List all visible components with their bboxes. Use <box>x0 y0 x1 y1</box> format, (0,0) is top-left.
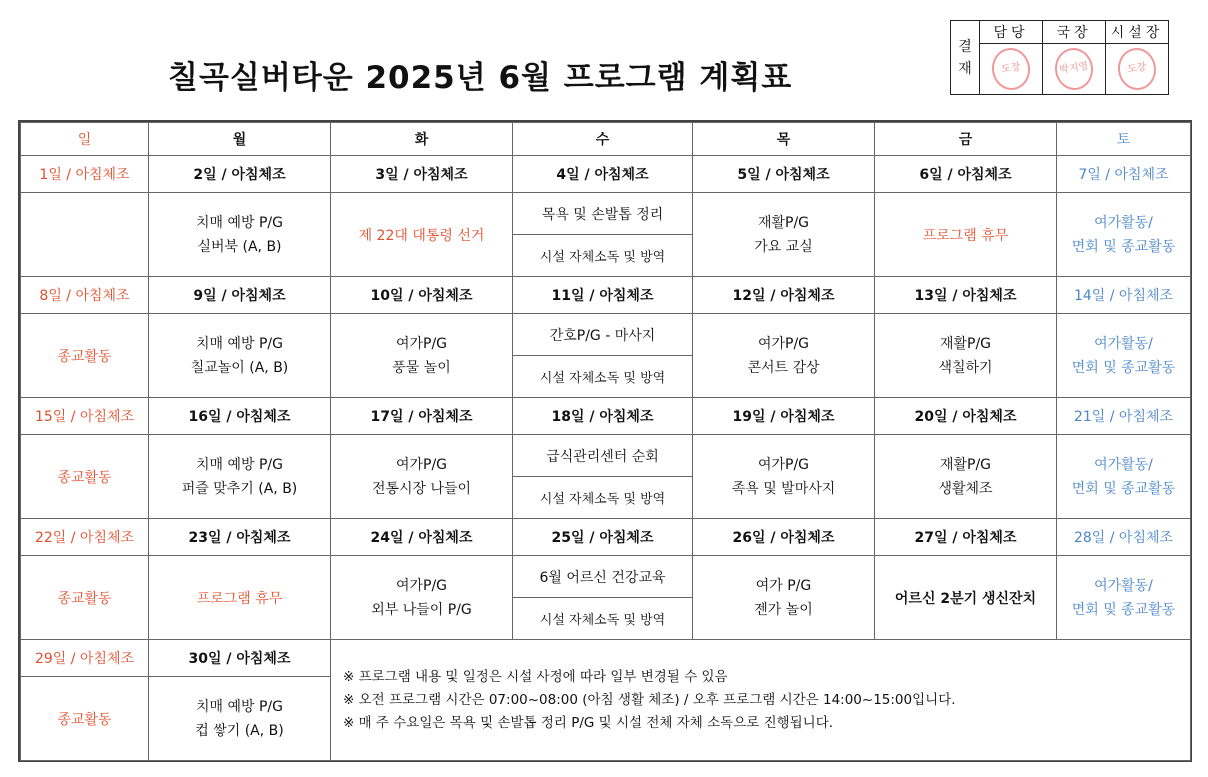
date-row <box>21 398 1191 435</box>
date-cell: 18일 / 아침체조 <box>513 398 693 435</box>
date-cell: 3일 / 아침체조 <box>331 156 513 193</box>
header-row <box>21 123 1191 156</box>
date-cell: 29일 / 아침체조 <box>21 640 149 677</box>
stamp-icon: 도장 <box>1115 46 1158 93</box>
date-cell: 17일 / 아침체조 <box>331 398 513 435</box>
program-cell: 시설 자체소독 및 방역 <box>513 356 693 398</box>
program-cell: 여가P/G 풍물 놀이 <box>331 314 513 398</box>
program-cell: 치매 예방 P/G 컵 쌓기 (A, B) <box>149 677 331 761</box>
stamp-icon: 박지영 <box>1052 46 1095 93</box>
program-cell: 시설 자체소독 및 방역 <box>513 235 693 277</box>
header-sun: 일 <box>21 123 149 156</box>
program-cell: 목욕 및 손발톱 정리 <box>513 193 693 235</box>
program-cell: 재활P/G 색칠하기 <box>875 314 1057 398</box>
role-director: 국장 <box>1043 21 1106 44</box>
header-tue: 화 <box>331 123 513 156</box>
date-cell: 30일 / 아침체조 <box>149 640 331 677</box>
program-cell: 시설 자체소독 및 방역 <box>513 477 693 519</box>
date-cell: 24일 / 아침체조 <box>331 519 513 556</box>
header-fri: 금 <box>875 123 1057 156</box>
date-cell: 28일 / 아침체조 <box>1057 519 1191 556</box>
notes-cell <box>331 640 1191 761</box>
date-cell: 8일 / 아침체조 <box>21 277 149 314</box>
date-cell: 23일 / 아침체조 <box>149 519 331 556</box>
date-cell: 15일 / 아침체조 <box>21 398 149 435</box>
approval-box <box>950 20 1169 95</box>
program-cell: 여가활동/ 면회 및 종교활동 <box>1057 556 1191 640</box>
program-cell: 제 22대 대통령 선거 <box>331 193 513 277</box>
date-cell: 16일 / 아침체조 <box>149 398 331 435</box>
date-cell: 2일 / 아침체조 <box>149 156 331 193</box>
date-cell: 25일 / 아침체조 <box>513 519 693 556</box>
date-row <box>21 519 1191 556</box>
program-cell: 종교활동 <box>21 435 149 519</box>
role-manager: 담당 <box>980 21 1043 44</box>
header-wed: 수 <box>513 123 693 156</box>
date-cell: 6일 / 아침체조 <box>875 156 1057 193</box>
stamp-icon: 도장 <box>989 46 1032 93</box>
approval-label: 결 재 <box>951 21 980 95</box>
program-cell: 종교활동 <box>21 556 149 640</box>
note-line: ※ 매 주 수요일은 목욕 및 손발톱 정리 P/G 및 시설 전체 자체 소독으로 진행됩니다. <box>343 714 834 731</box>
program-cell: 여가활동/ 면회 및 종교활동 <box>1057 435 1191 519</box>
date-cell: 13일 / 아침체조 <box>875 277 1057 314</box>
program-cell: 간호P/G - 마사지 <box>513 314 693 356</box>
program-cell: 급식관리센터 순회 <box>513 435 693 477</box>
program-cell: 프로그램 휴무 <box>875 193 1057 277</box>
date-cell: 22일 / 아침체조 <box>21 519 149 556</box>
date-cell: 14일 / 아침체조 <box>1057 277 1191 314</box>
date-cell: 19일 / 아침체조 <box>693 398 875 435</box>
program-cell: 여가P/G 전통시장 나들이 <box>331 435 513 519</box>
program-cell: 여가활동/ 면회 및 종교활동 <box>1057 314 1191 398</box>
program-cell: 여가P/G 외부 나들이 P/G <box>331 556 513 640</box>
date-cell: 1일 / 아침체조 <box>21 156 149 193</box>
page-title: 칠곡실버타운 2025년 6월 프로그램 계획표 <box>168 60 793 96</box>
date-cell: 4일 / 아침체조 <box>513 156 693 193</box>
date-row <box>21 640 1191 677</box>
header-sat: 토 <box>1057 123 1191 156</box>
program-cell: 재활P/G 가요 교실 <box>693 193 875 277</box>
program-cell: 치매 예방 P/G 퍼즐 맞추기 (A, B) <box>149 435 331 519</box>
program-cell: 어르신 2분기 생신잔치 <box>875 556 1057 640</box>
date-cell: 12일 / 아침체조 <box>693 277 875 314</box>
date-cell: 21일 / 아침체조 <box>1057 398 1191 435</box>
program-cell <box>21 193 149 277</box>
date-cell: 7일 / 아침체조 <box>1057 156 1191 193</box>
header-thu: 목 <box>693 123 875 156</box>
program-cell: 여가P/G 족욕 및 발마사지 <box>693 435 875 519</box>
program-cell: 여가활동/ 면회 및 종교활동 <box>1057 193 1191 277</box>
note-line: ※ 오전 프로그램 시간은 07:00~08:00 (아침 생활 체조) / 오후 프로그램 시간은 14:00~15:00입니다. <box>343 691 956 708</box>
date-cell: 26일 / 아침체조 <box>693 519 875 556</box>
date-cell: 20일 / 아침체조 <box>875 398 1057 435</box>
date-cell: 9일 / 아침체조 <box>149 277 331 314</box>
program-cell: 여가 P/G 젠가 놀이 <box>693 556 875 640</box>
program-cell: 치매 예방 P/G 실버북 (A, B) <box>149 193 331 277</box>
date-cell: 5일 / 아침체조 <box>693 156 875 193</box>
role-facility-head: 시설장 <box>1106 21 1169 44</box>
calendar-table <box>20 122 1191 761</box>
date-row <box>21 156 1191 193</box>
date-cell: 10일 / 아침체조 <box>331 277 513 314</box>
program-cell: 6월 어르신 건강교육 <box>513 556 693 598</box>
program-cell: 시설 자체소독 및 방역 <box>513 598 693 640</box>
program-cell: 여가P/G 콘서트 감상 <box>693 314 875 398</box>
note-line: ※ 프로그램 내용 및 일정은 시설 사정에 따라 일부 변경될 수 있음 <box>343 668 728 685</box>
program-cell: 종교활동 <box>21 677 149 761</box>
header-mon: 월 <box>149 123 331 156</box>
program-cell: 재활P/G 생활체조 <box>875 435 1057 519</box>
date-cell: 11일 / 아침체조 <box>513 277 693 314</box>
program-cell: 종교활동 <box>21 314 149 398</box>
date-row <box>21 277 1191 314</box>
program-cell: 프로그램 휴무 <box>149 556 331 640</box>
program-cell: 치매 예방 P/G 칠교놀이 (A, B) <box>149 314 331 398</box>
date-cell: 27일 / 아침체조 <box>875 519 1057 556</box>
